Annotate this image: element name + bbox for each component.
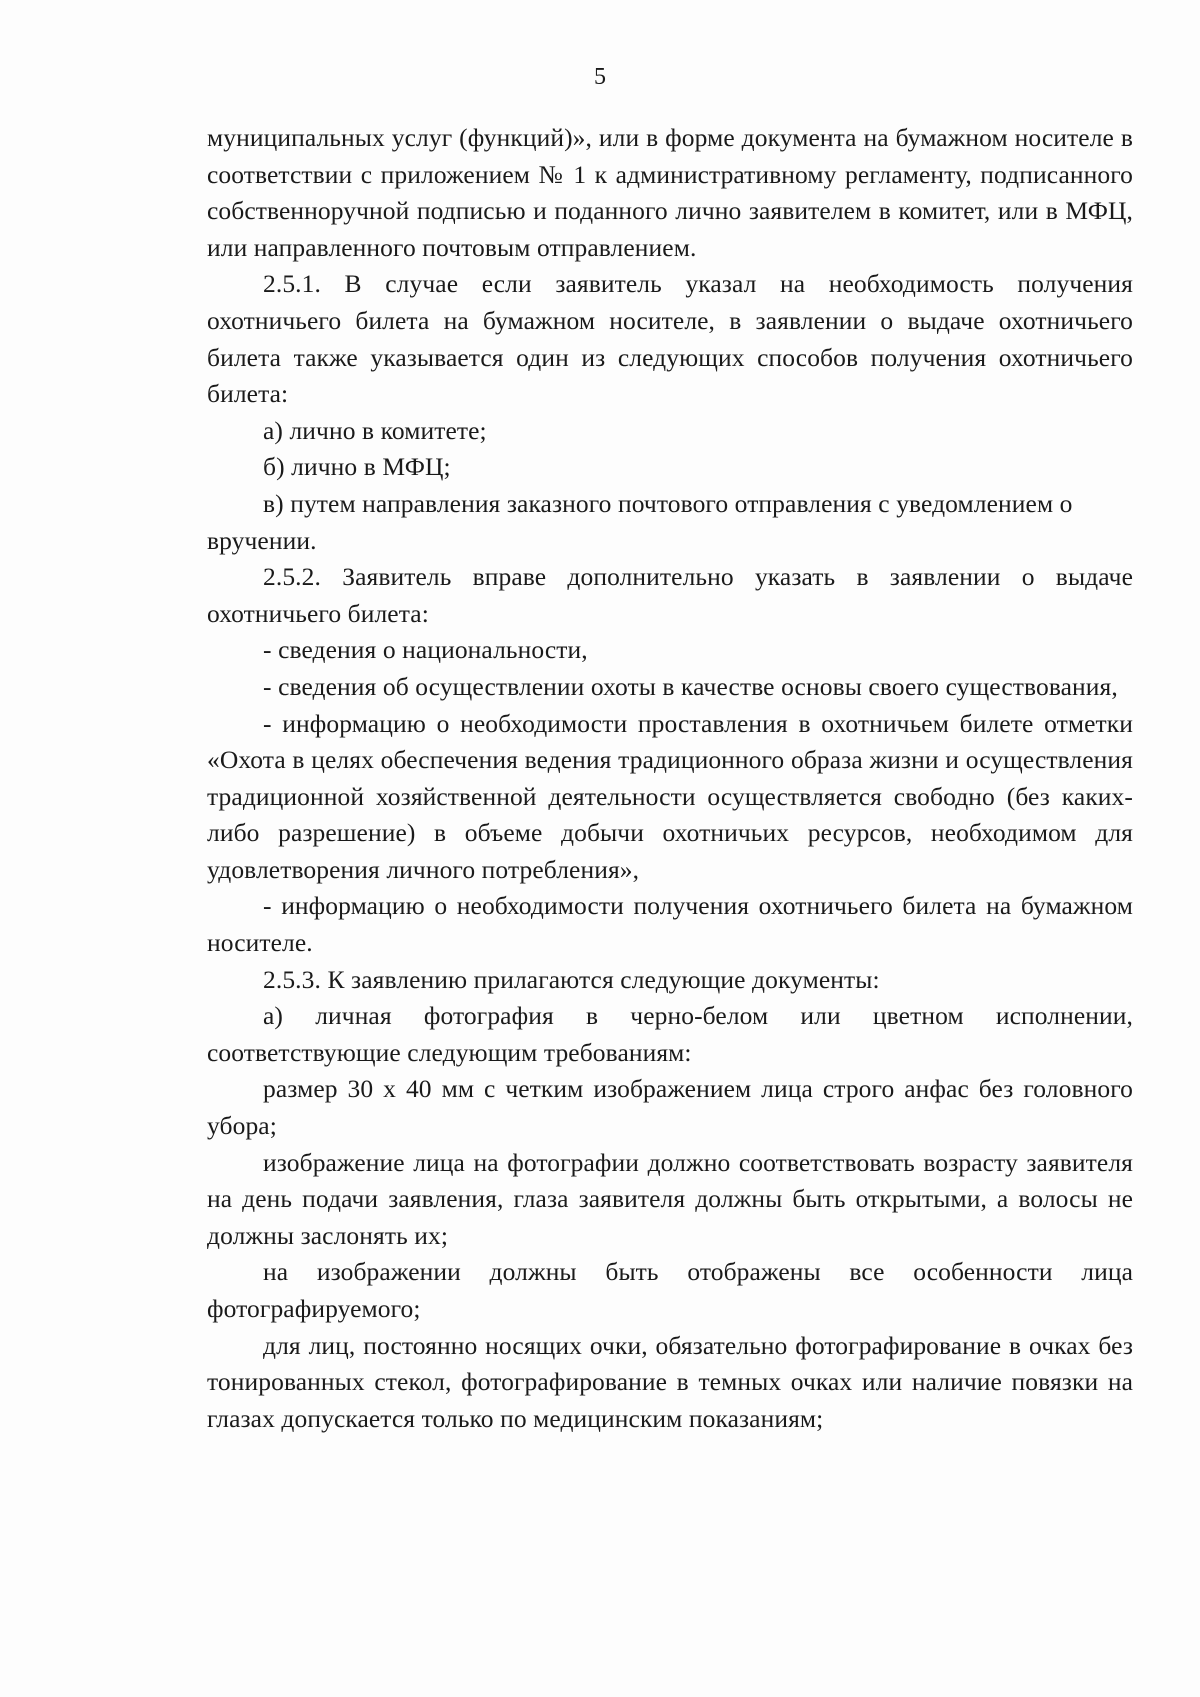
list-item-hunting-basis: - сведения об осуществлении охоты в качестве основы своего существования,	[263, 671, 1118, 701]
paragraph-2-5-1: 2.5.1. В случае если заявитель указал на необходимость получения охотничьего билета на бумажном носителе, в заявлении о выдаче охотничьего билета также указывается один из следующих способов получения охотничьего билета:	[207, 269, 1133, 409]
list-item-nationality: - сведения о национальности,	[263, 635, 588, 665]
list-item-mark-info: - информацию о необходимости проставления в охотничьем билете отметки «Охота в целях обеспечения ведения традиционного образа жизни и осуществления традиционной хозяйственной деятельности осуществляется свободно (без каких-либо разрешение) в объеме добычи охотничьих ресурсов, необходимом для удовлетворения личного потребления»,	[207, 708, 1133, 884]
list-item-a: а) лично в комитете;	[263, 415, 487, 445]
paragraph-2-5-3: 2.5.3. К заявлению прилагаются следующие документы:	[263, 964, 880, 994]
document-body	[207, 120, 1133, 1437]
list-item-paper-ticket: - информацию о необходимости получения охотничьего билета на бумажном носителе.	[207, 891, 1133, 958]
page-number: 5	[593, 64, 607, 90]
paragraph-continuation: муниципальных услуг (функций)», или в форме документа на бумажном носителе в соответствии с приложением № 1 к административному регламенту, подписанного собственноручной подписью и поданного лично заявителем в комитет, или в МФЦ, или направленного почтовым отправлением.	[207, 123, 1133, 262]
photo-requirement-age: изображение лица на фотографии должно соответствовать возрасту заявителя на день подачи заявления, глаза заявителя должны быть открытыми, а волосы не должны заслонять их;	[207, 1147, 1133, 1250]
photo-requirement-features: на изображении должны быть отображены все особенности лица фотографируемого;	[207, 1257, 1133, 1323]
list-item-photo: а) личная фотография в черно-белом или цветном исполнении, соответствующие следующим требованиям:	[207, 1001, 1133, 1067]
photo-requirement-glasses: для лиц, постоянно носящих очки, обязательно фотографирование в очках без тонированных стекол, фотографирование в темных очках или наличие повязки на глазах допускается только по медицинским показаниям;	[207, 1330, 1133, 1433]
list-item-v: в) путем направления заказного почтового отправления с уведомлением о вручении.	[207, 488, 1073, 555]
photo-requirement-size: размер 30 х 40 мм с четким изображением лица строго анфас без головного убора;	[207, 1074, 1133, 1141]
paragraph-2-5-2: 2.5.2. Заявитель вправе дополнительно указать в заявлении о выдаче охотничьего билета:	[207, 562, 1133, 628]
list-item-b: б) лично в МФЦ;	[263, 452, 451, 482]
